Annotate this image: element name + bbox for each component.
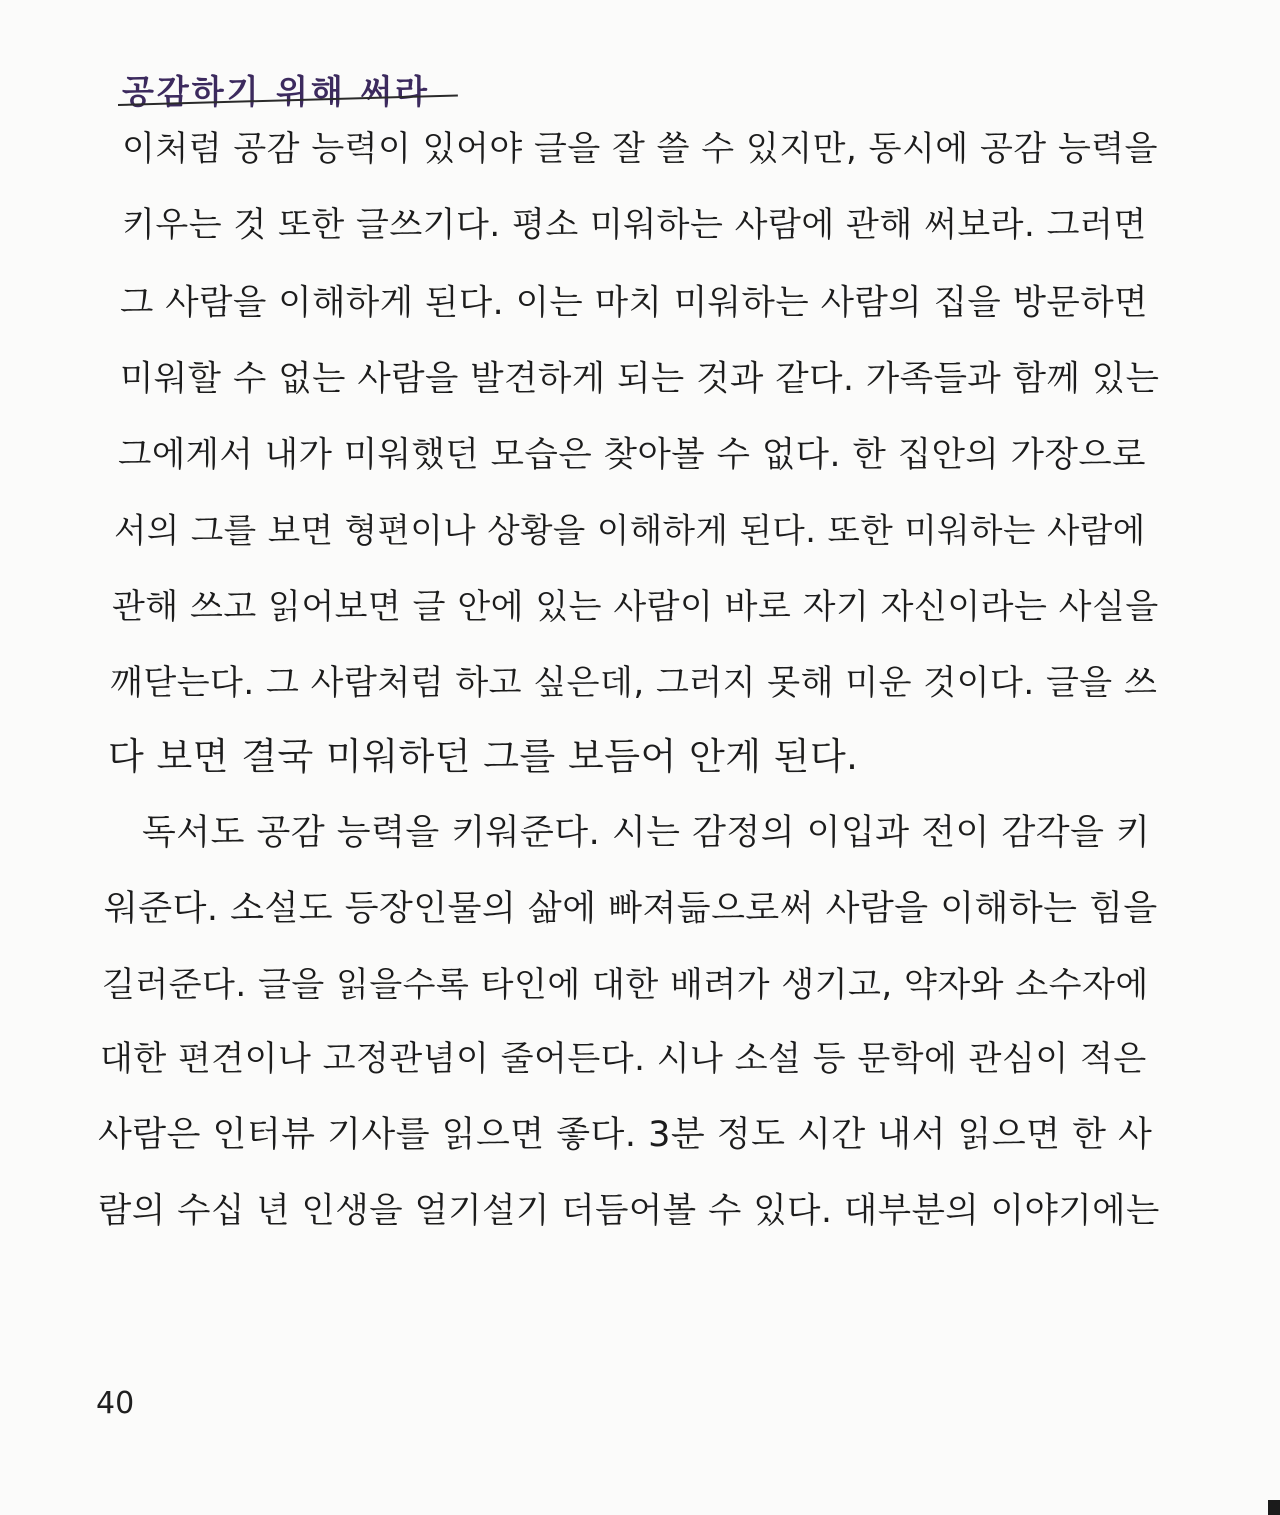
section-title: 공감하기 위해 써라 (122, 72, 431, 111)
page-number: 40 (96, 1386, 135, 1421)
paragraph-1-line-4: 미워할 수 없는 사람을 발견하게 되는 것과 같다. 가족들과 함께 있는 (120, 359, 1160, 399)
paragraph-1-line-1: 이처럼 공감 능력이 있어야 글을 잘 쓸 수 있지만, 동시에 공감 능력을 (122, 129, 1158, 169)
paragraph-2-line-3: 길러준다. 글을 읽을수록 타인에 대한 배려가 생기고, 약자와 소수자에 (102, 965, 1149, 1005)
paragraph-1-line-6: 서의 그를 보면 형편이나 상황을 이해하게 된다. 또한 미워하는 사람에 (114, 511, 1146, 550)
corner-mark (1268, 1500, 1280, 1515)
paragraph-1-line-7: 관해 쓰고 읽어보면 글 안에 있는 사람이 바로 자기 자신이라는 사실을 (112, 587, 1159, 627)
paragraph-1-line-3: 그 사람을 이해하게 된다. 이는 마치 미워하는 사람의 집을 방문하면 (120, 283, 1148, 323)
paragraph-1-line-9: 다 보면 결국 미워하던 그를 보듬어 안게 된다. (108, 735, 859, 778)
paragraph-2-line-1: 독서도 공감 능력을 키워준다. 시는 감정의 이입과 전이 감각을 키 (142, 813, 1151, 853)
paragraph-1-line-2: 키우는 것 또한 글쓰기다. 평소 미워하는 사람에 관해 써보라. 그러면 (122, 205, 1147, 245)
paragraph-1-line-5: 그에게서 내가 미워했던 모습은 찾아볼 수 없다. 한 집안의 가장으로 (118, 435, 1146, 475)
paragraph-2-line-2: 워준다. 소설도 등장인물의 삶에 빠져듦으로써 사람을 이해하는 힘을 (104, 889, 1158, 929)
paragraph-2-line-5: 사람은 인터뷰 기사를 읽으면 좋다. 3분 정도 시간 내서 읽으면 한 사 (98, 1115, 1153, 1155)
paragraph-1-line-8: 깨닫는다. 그 사람처럼 하고 싶은데, 그러지 못해 미운 것이다. 글을 쓰 (110, 663, 1158, 703)
paragraph-2-line-6: 람의 수십 년 인생을 얼기설기 더듬어볼 수 있다. 대부분의 이야기에는 (98, 1191, 1160, 1231)
paragraph-2-line-4: 대한 편견이나 고정관념이 줄어든다. 시나 소설 등 문학에 관심이 적은 (100, 1039, 1147, 1079)
